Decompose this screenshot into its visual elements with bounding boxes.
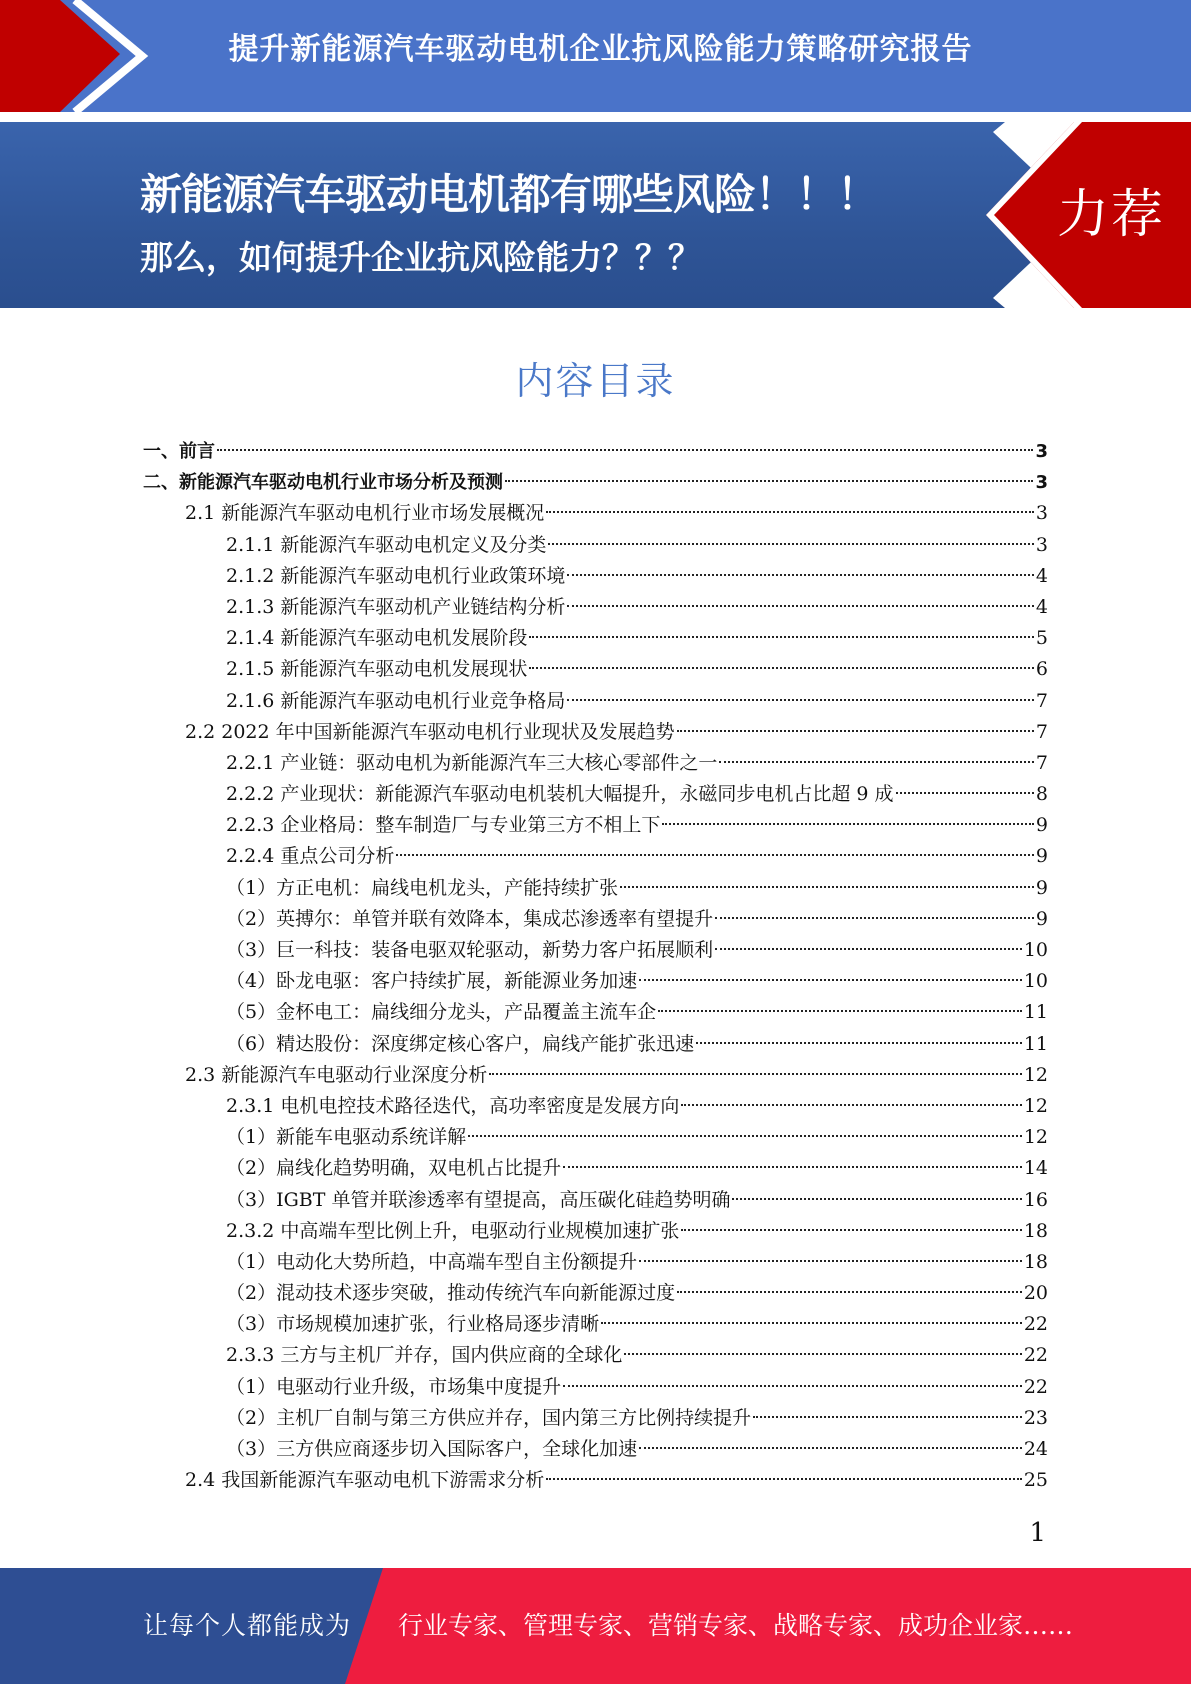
toc-entry-page: 6 xyxy=(1035,658,1048,681)
toc-entry-text: 一、前言 xyxy=(143,441,215,462)
toc-entry-text: 2.2.1 产业链：驱动电机为新能源汽车三大核心零部件之一 xyxy=(226,751,718,774)
banner-divider xyxy=(0,112,1191,122)
toc-entry[interactable] xyxy=(143,748,1048,779)
toc-leader-dots xyxy=(563,1385,1022,1387)
toc-entry[interactable] xyxy=(143,997,1048,1028)
toc-leader-dots xyxy=(639,1447,1022,1449)
toc-entry[interactable] xyxy=(143,1029,1048,1060)
toc-leader-dots xyxy=(662,823,1034,825)
toc-leader-dots xyxy=(719,761,1034,763)
toc-entry[interactable] xyxy=(143,623,1048,654)
footer-slogan-right: 行业专家、管理专家、营销专家、战略专家、成功企业家…… xyxy=(398,1611,1074,1640)
toc-entry-page: 3 xyxy=(1035,533,1048,556)
toc-entry-text: （5）金杯电工：扁线细分龙头，产品覆盖主流车企 xyxy=(226,1001,657,1024)
toc-entry-text: 2.1.1 新能源汽车驱动电机定义及分类 xyxy=(226,533,547,556)
toc-entry[interactable] xyxy=(143,436,1048,467)
footer-slogan-left: 让每个人都能成为 xyxy=(143,1611,352,1640)
toc-leader-dots xyxy=(601,1322,1022,1324)
toc-entry-text: 2.3.2 中高端车型比例上升，电驱动行业规模加速扩张 xyxy=(226,1219,680,1242)
toc-entry[interactable] xyxy=(143,873,1048,904)
toc-leader-dots xyxy=(563,1166,1022,1168)
toc-leader-dots xyxy=(217,449,1033,451)
toc-entry[interactable] xyxy=(143,686,1048,717)
toc-entry[interactable] xyxy=(143,935,1048,966)
toc-entry[interactable] xyxy=(143,467,1048,498)
toc-entry-page: 11 xyxy=(1023,1032,1048,1055)
toc-entry-text: （1）方正电机：扁线电机龙头，产能持续扩张 xyxy=(226,876,619,899)
toc-entry[interactable] xyxy=(143,498,1048,529)
toc-leader-dots xyxy=(677,1291,1022,1293)
toc-entry-page: 18 xyxy=(1023,1219,1048,1242)
toc-entry[interactable] xyxy=(143,841,1048,872)
toc-leader-dots xyxy=(396,854,1034,856)
toc-entry[interactable] xyxy=(143,530,1048,561)
toc-entry-page: 9 xyxy=(1035,814,1048,837)
toc-leader-dots xyxy=(715,948,1022,950)
toc-entry-text: （3）市场规模加速扩张，行业格局逐步清晰 xyxy=(226,1313,600,1336)
toc-entry-page: 25 xyxy=(1023,1469,1048,1492)
toc-entry-text: 2.3 新能源汽车电驱动行业深度分析 xyxy=(185,1063,488,1086)
toc-entry-text: （2）主机厂自制与第三方供应并存，国内第三方比例持续提升 xyxy=(226,1406,752,1429)
toc-entry[interactable] xyxy=(143,1340,1048,1371)
subheadline: 那么，如何提升企业抗风险能力？？？ xyxy=(140,238,701,277)
toc-leader-dots xyxy=(546,1478,1022,1480)
toc-entry[interactable] xyxy=(143,904,1048,935)
toc-leader-dots xyxy=(639,979,1022,981)
table-of-contents xyxy=(143,436,1048,1496)
toc-entry-page: 12 xyxy=(1023,1126,1048,1149)
toc-leader-dots xyxy=(715,917,1034,919)
toc-leader-dots xyxy=(658,1010,1022,1012)
toc-leader-dots xyxy=(529,667,1034,669)
toc-entry-text: （1）电驱动行业升级，市场集中度提升 xyxy=(226,1375,562,1398)
toc-entry-text: 2.3.3 三方与主机厂并存，国内供应商的全球化 xyxy=(226,1344,623,1367)
top-banner xyxy=(0,0,1191,112)
toc-entry[interactable] xyxy=(143,966,1048,997)
toc-entry-page: 22 xyxy=(1023,1375,1048,1398)
toc-entry-text: （3）巨一科技：装备电驱双轮驱动，新势力客户拓展顺利 xyxy=(226,939,714,961)
toc-title: 内容目录 xyxy=(515,359,676,403)
toc-entry-page: 7 xyxy=(1035,720,1048,743)
toc-entry-text: 2.1.4 新能源汽车驱动电机发展阶段 xyxy=(226,627,528,650)
toc-leader-dots xyxy=(732,1198,1021,1200)
toc-entry-text: （2）英搏尔：单管并联有效降本，集成芯渗透率有望提升 xyxy=(226,907,714,930)
toc-entry-text: 2.2.4 重点公司分析 xyxy=(226,845,395,868)
toc-entry-page: 18 xyxy=(1023,1250,1048,1273)
page-number: 1 xyxy=(1029,1518,1046,1548)
toc-entry-text: （2）扁线化趋势明确，双电机占比提升 xyxy=(226,1157,562,1180)
toc-entry-page: 12 xyxy=(1023,1094,1048,1117)
toc-leader-dots xyxy=(546,511,1034,513)
toc-entry[interactable] xyxy=(143,1247,1048,1278)
toc-entry-page: 16 xyxy=(1023,1188,1048,1211)
toc-entry[interactable] xyxy=(143,717,1048,748)
toc-entry-page: 11 xyxy=(1023,1001,1048,1024)
toc-leader-dots xyxy=(896,792,1034,794)
toc-entry-text: 2.2.3 企业格局：整车制造厂与专业第三方不相上下 xyxy=(226,814,661,837)
toc-entry-page: 22 xyxy=(1023,1344,1048,1367)
toc-entry-page: 3 xyxy=(1035,502,1048,525)
toc-entry-text: 2.1 新能源汽车驱动电机行业市场发展概况 xyxy=(185,502,545,525)
toc-entry[interactable] xyxy=(143,1465,1048,1496)
toc-entry[interactable] xyxy=(143,1434,1048,1465)
toc-entry-page: 3 xyxy=(1035,441,1048,462)
toc-leader-dots xyxy=(548,543,1034,545)
toc-leader-dots xyxy=(529,636,1034,638)
toc-entry[interactable] xyxy=(143,592,1048,623)
toc-entry-page: 3 xyxy=(1035,472,1048,494)
toc-leader-dots xyxy=(677,730,1034,732)
toc-leader-dots xyxy=(696,1042,1022,1044)
toc-entry[interactable] xyxy=(143,1403,1048,1434)
toc-entry-text: 2.1.6 新能源汽车驱动电机行业竞争格局 xyxy=(226,689,566,712)
toc-entry-text: 2.4 我国新能源汽车驱动电机下游需求分析 xyxy=(185,1469,545,1492)
toc-entry-page: 8 xyxy=(1035,783,1048,806)
report-title: 提升新能源汽车驱动电机企业抗风险能力策略研究报告 xyxy=(228,32,973,67)
toc-entry[interactable] xyxy=(143,1278,1048,1309)
toc-entry-text: （4）卧龙电驱：客户持续扩展，新能源业务加速 xyxy=(226,970,638,993)
toc-entry-text: 二、新能源汽车驱动电机行业市场分析及预测 xyxy=(143,472,503,494)
toc-entry-text: 2.3.1 电机电控技术路径迭代，高功率密度是发展方向 xyxy=(226,1094,680,1117)
toc-entry[interactable] xyxy=(143,1216,1048,1247)
toc-entry[interactable] xyxy=(143,779,1048,810)
toc-leader-dots xyxy=(489,1073,1022,1075)
toc-leader-dots xyxy=(624,1353,1021,1355)
toc-entry-page: 24 xyxy=(1023,1438,1048,1460)
toc-leader-dots xyxy=(567,605,1034,607)
toc-entry-page: 7 xyxy=(1035,689,1048,712)
toc-entry-page: 12 xyxy=(1023,1063,1048,1086)
toc-leader-dots xyxy=(753,1416,1022,1418)
toc-entry[interactable] xyxy=(143,1122,1048,1153)
toc-entry-text: （6）精达股份：深度绑定核心客户，扁线产能扩张迅速 xyxy=(226,1032,695,1055)
toc-entry-text: （1）新能车电驱动系统详解 xyxy=(226,1126,467,1149)
toc-entry-page: 14 xyxy=(1023,1157,1048,1180)
toc-entry-page: 9 xyxy=(1035,845,1048,868)
toc-entry-page: 10 xyxy=(1023,939,1048,961)
toc-entry-text: 2.2 2022 年中国新能源汽车驱动电机行业现状及发展趋势 xyxy=(185,720,675,743)
toc-entry-text: 2.1.2 新能源汽车驱动电机行业政策环境 xyxy=(226,564,566,587)
toc-entry[interactable] xyxy=(143,1309,1048,1340)
toc-entry-page: 20 xyxy=(1023,1282,1048,1305)
toc-entry[interactable] xyxy=(143,654,1048,685)
toc-leader-dots xyxy=(567,574,1034,576)
toc-entry-text: （3）三方供应商逐步切入国际客户，全球化加速 xyxy=(226,1438,638,1460)
headline-banner xyxy=(0,122,1191,308)
recommend-badge: 力荐 xyxy=(1056,185,1165,245)
toc-leader-dots xyxy=(681,1229,1021,1231)
toc-entry[interactable] xyxy=(143,1060,1048,1091)
toc-entry-page: 4 xyxy=(1035,595,1048,618)
toc-entry[interactable] xyxy=(143,810,1048,841)
toc-entry-text: 2.2.2 产业现状：新能源汽车驱动电机装机大幅提升，永磁同步电机占比超 9 成 xyxy=(226,783,894,806)
toc-leader-dots xyxy=(681,1104,1021,1106)
toc-leader-dots xyxy=(468,1135,1022,1137)
toc-leader-dots xyxy=(567,699,1034,701)
toc-entry[interactable] xyxy=(143,1185,1048,1216)
toc-entry-text: （2）混动技术逐步突破，推动传统汽车向新能源过度 xyxy=(226,1282,676,1305)
toc-entry[interactable] xyxy=(143,1153,1048,1184)
toc-leader-dots xyxy=(505,480,1033,482)
toc-leader-dots xyxy=(639,1260,1022,1262)
headline: 新能源汽车驱动电机都有哪些风险！！！ xyxy=(140,170,879,219)
toc-entry[interactable] xyxy=(143,1372,1048,1403)
toc-entry-page: 9 xyxy=(1035,876,1048,899)
toc-entry-page: 23 xyxy=(1023,1406,1048,1429)
toc-entry-page: 9 xyxy=(1035,907,1048,930)
toc-entry-text: 2.1.5 新能源汽车驱动电机发展现状 xyxy=(226,658,528,681)
toc-entry-text: （3）IGBT 单管并联渗透率有望提高，高压碳化硅趋势明确 xyxy=(226,1188,731,1211)
toc-entry-page: 4 xyxy=(1035,564,1048,587)
toc-entry-page: 10 xyxy=(1023,970,1048,993)
toc-entry-page: 7 xyxy=(1035,751,1048,774)
toc-entry[interactable] xyxy=(143,561,1048,592)
toc-leader-dots xyxy=(620,886,1034,888)
toc-entry-page: 5 xyxy=(1035,627,1048,650)
footer xyxy=(0,1568,1191,1684)
toc-entry-text: 2.1.3 新能源汽车驱动机产业链结构分析 xyxy=(226,595,566,618)
toc-entry-page: 22 xyxy=(1023,1313,1048,1336)
toc-entry-text: （1）电动化大势所趋，中高端车型自主份额提升 xyxy=(226,1250,638,1273)
toc-entry[interactable] xyxy=(143,1091,1048,1122)
